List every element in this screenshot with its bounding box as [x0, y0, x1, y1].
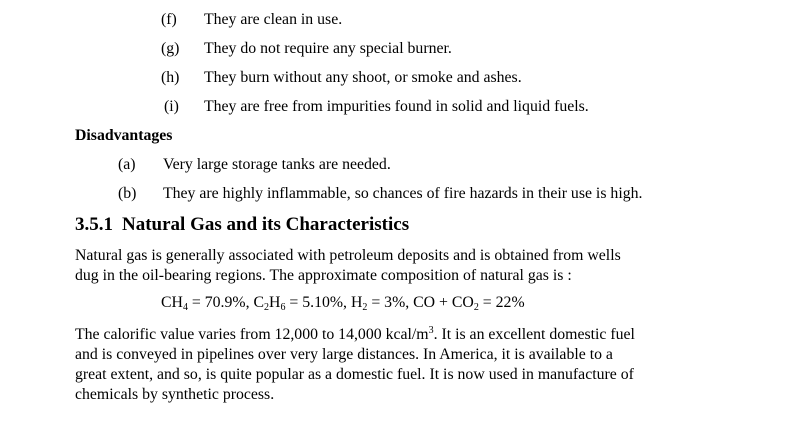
formula-text: = 3%, [367, 294, 414, 311]
intro-paragraph [75, 246, 715, 286]
formula-text: = 22% [478, 294, 525, 311]
formula-subscript: 4 [182, 302, 188, 313]
section-heading [75, 214, 409, 236]
body-paragraph [75, 325, 715, 405]
formula-subscript: 6 [280, 302, 286, 313]
calorific-text: The calorific value varies from 12,000 to 14,000 kcal/m [75, 326, 429, 343]
formula-text: = 5.10%, [285, 294, 351, 311]
formula-text: CO + CO [413, 294, 474, 311]
paragraph-line: chemicals by synthetic process. [75, 386, 275, 403]
list-label: (a) [118, 156, 136, 173]
list-text: Very large storage tanks are needed. [163, 156, 391, 173]
formula-subscript: 2 [264, 302, 270, 313]
list-text: They are free from impurities found in solid and liquid fuels. [204, 98, 589, 115]
paragraph-line: great extent, and so, is quite popular as a domestic fuel. It is now used in manufacture of [75, 366, 634, 383]
calorific-text: . It is an excellent domestic fuel [433, 326, 635, 343]
paragraph-line: Natural gas is generally associated with petroleum deposits and is obtained from wells [75, 247, 621, 264]
formula-subscript: 2 [362, 302, 368, 313]
list-text: They are clean in use. [204, 11, 343, 28]
formula-text: H [350, 294, 363, 311]
section-number: 3.5.1 [75, 214, 113, 235]
formula-subscript: 2 [473, 302, 479, 313]
paragraph-line: dug in the oil-bearing regions. The approximate composition of natural gas is : [75, 267, 572, 284]
formula-text: CH [161, 294, 183, 311]
formula-text: = 70.9%, [187, 294, 254, 311]
list-label: (g) [161, 40, 180, 57]
list-label: (i) [164, 98, 179, 115]
list-text: They are highly inflammable, so chances of fire hazards in their use is high. [163, 185, 643, 202]
disadvantages-heading: Disadvantages [75, 127, 173, 144]
formula-text: H [269, 294, 281, 311]
composition-formula [161, 294, 525, 312]
list-label: (b) [118, 185, 137, 202]
list-text: They burn without any shoot, or smoke and ashes. [204, 69, 522, 86]
list-label: (h) [161, 69, 180, 86]
formula-text: C [253, 294, 265, 311]
paragraph-line: and is conveyed in pipelines over very large distances. In America, it is available to a [75, 346, 613, 363]
list-text: They do not require any special burner. [204, 40, 452, 57]
paragraph-line [75, 325, 715, 345]
section-title-text: Natural Gas and its Characteristics [122, 214, 410, 235]
unit-superscript: 3 [428, 325, 434, 336]
list-label: (f) [161, 11, 177, 28]
